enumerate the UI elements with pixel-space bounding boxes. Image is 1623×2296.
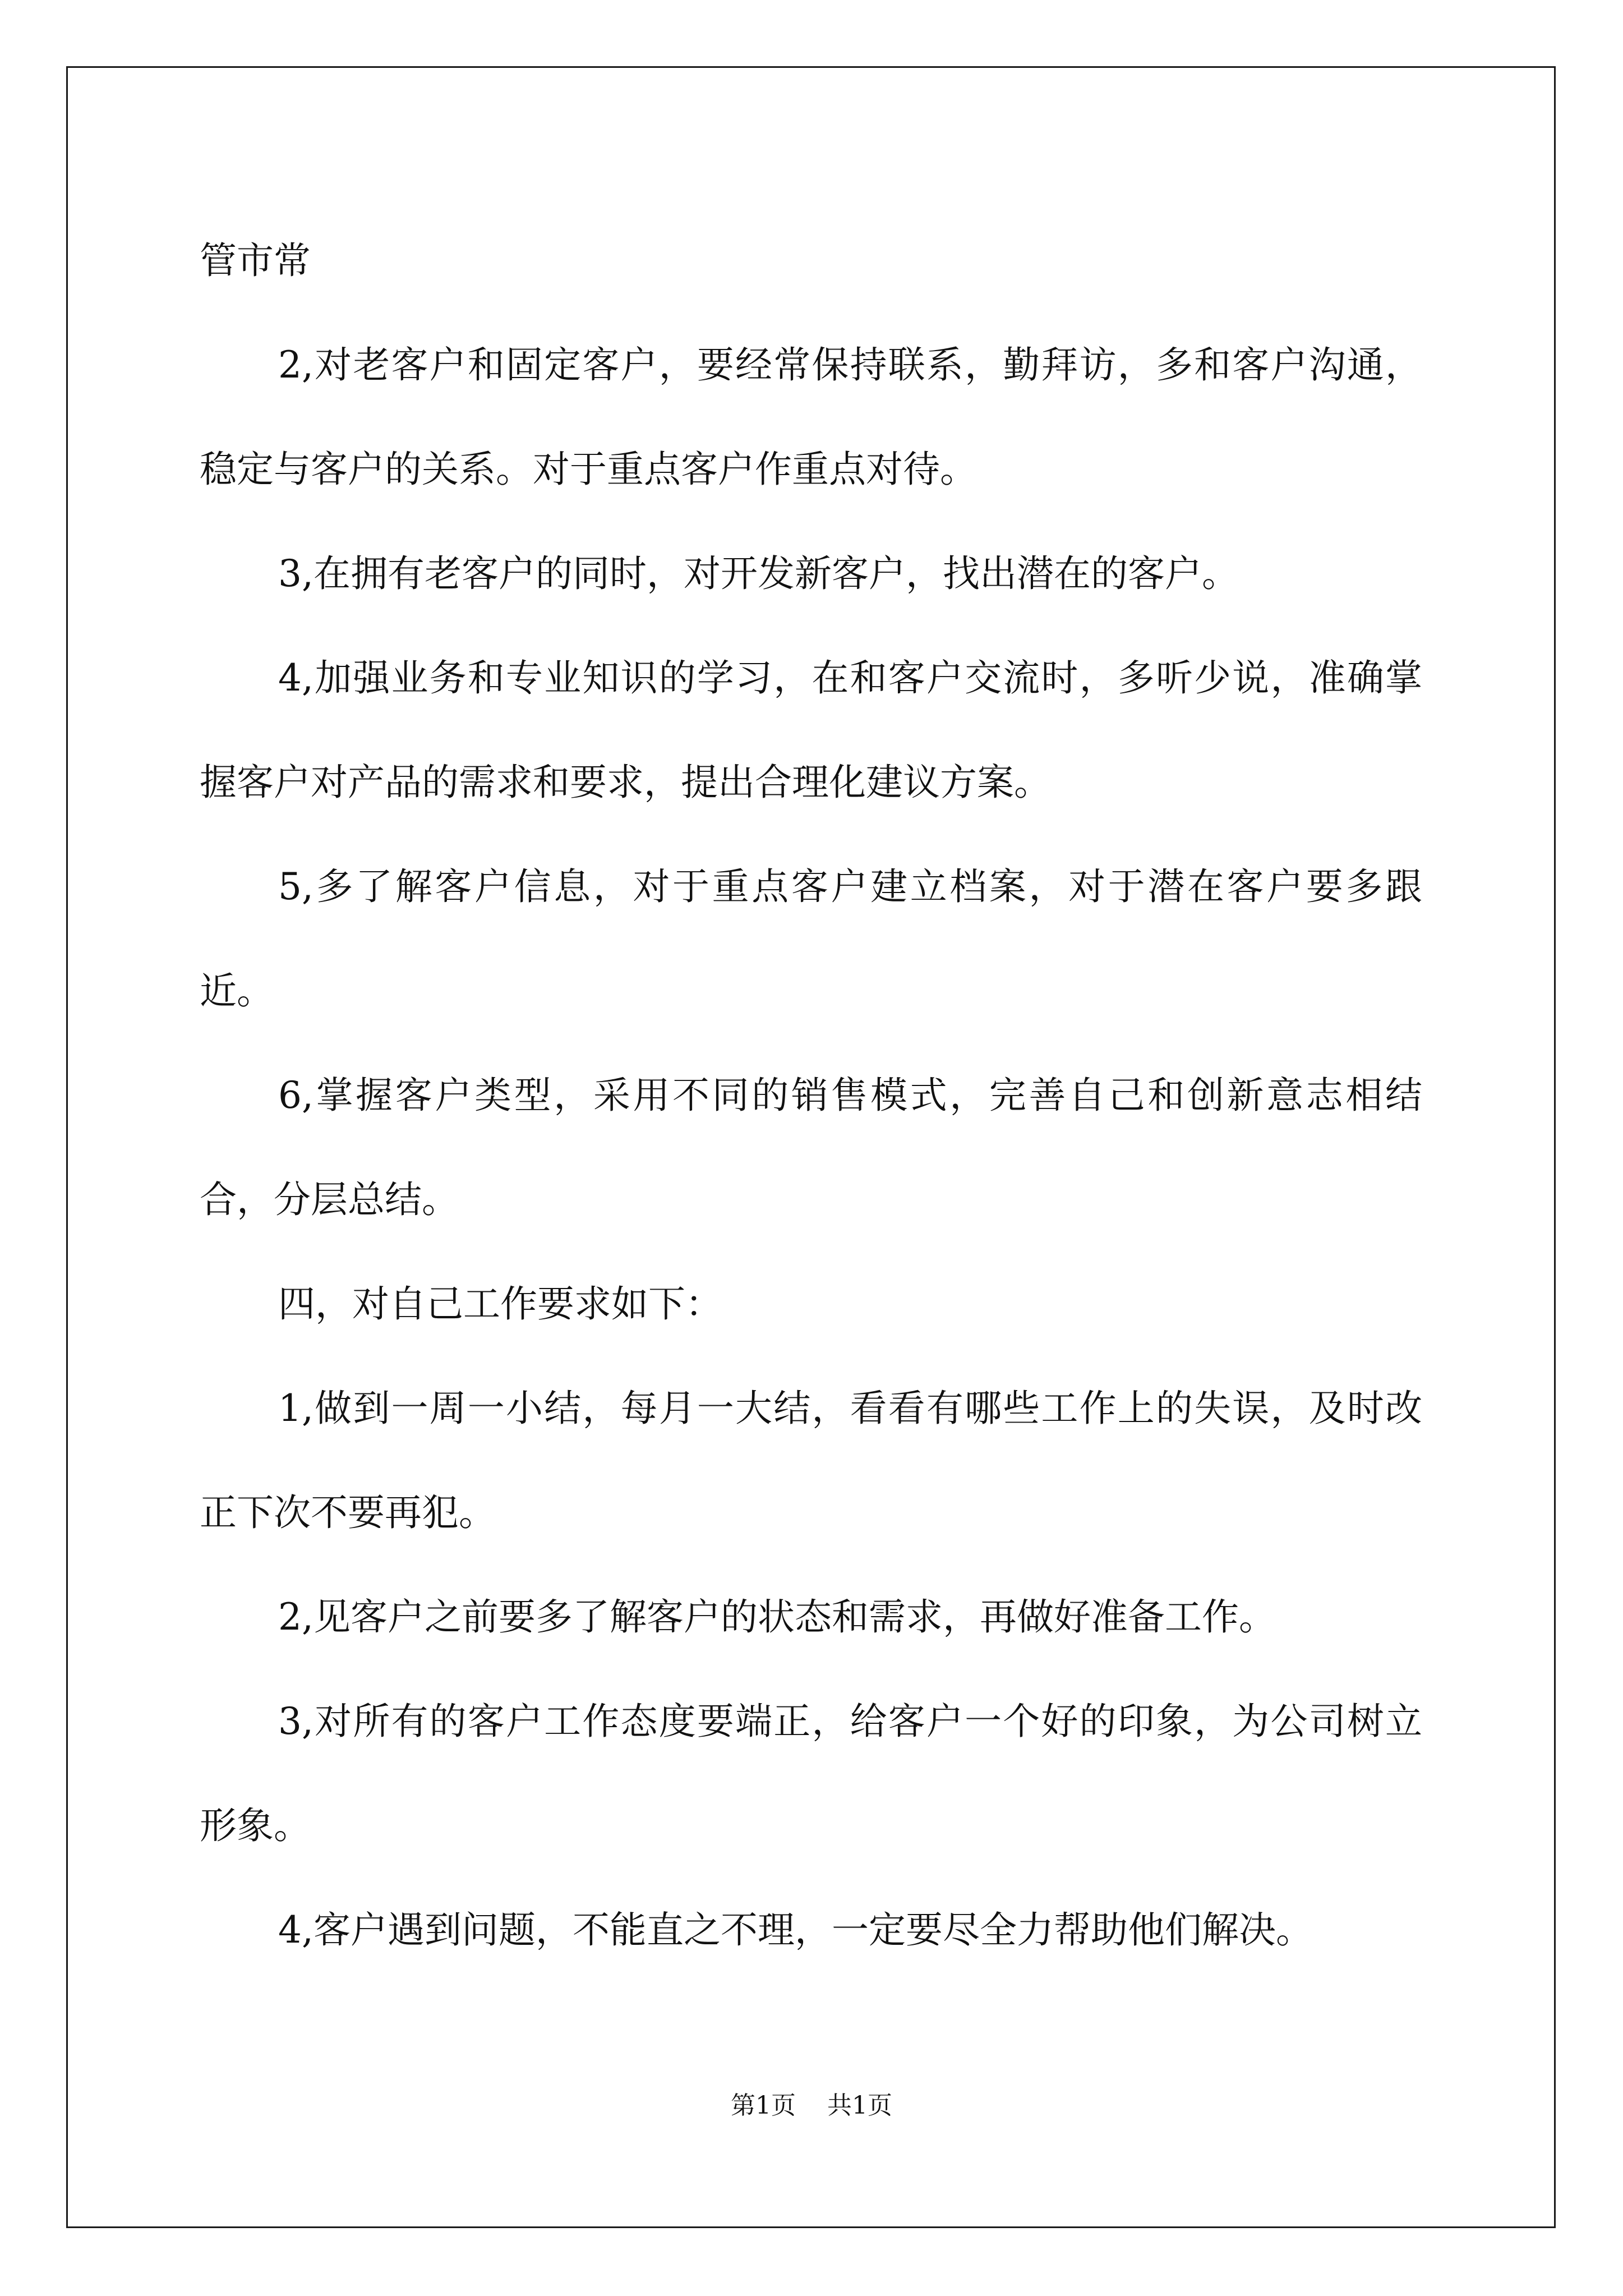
paragraph: 1,做到一周一小结，每月一大结，看看有哪些工作上的失误，及时改正下次不要再犯。 [200, 1387, 1422, 1534]
paragraph: 4,客户遇到问题，不能直之不理，一定要尽全力帮助他们解决。 [278, 1908, 1313, 1952]
paragraph: 5,多了解客户信息，对于重点客户建立档案，对于潜在客户要多跟近。 [200, 865, 1422, 1013]
paragraph: 3,在拥有老客户的同时，对开发新客户，找出潜在的客户。 [278, 552, 1239, 595]
paragraph: 2,对老客户和固定客户，要经常保持联系，勤拜访，多和客户沟通，稳定与客户的关系。对于重点客户作重点对待。 [200, 343, 1422, 491]
paragraph: 3,对所有的客户工作态度要端正，给客户一个好的印象，为公司树立形象。 [200, 1700, 1422, 1847]
page-total: 共1页 [827, 2091, 892, 2120]
paragraph: 2,见客户之前要多了解客户的状态和需求，再做好准备工作。 [278, 1595, 1276, 1639]
page-number: 第1页 [731, 2091, 796, 2120]
paragraph: 6,掌握客户类型，采用不同的销售模式，完善自己和创新意志相结合，分层总结。 [200, 1074, 1422, 1221]
section-heading: 四，对自己工作要求如下： [278, 1282, 722, 1326]
paragraph: 管市常 [200, 239, 311, 282]
document-body [200, 209, 1422, 1982]
paragraph: 4,加强业务和专业知识的学习，在和客户交流时，多听少说，准确掌握客户对产品的需求和要求，提出合理化建议方案。 [200, 656, 1422, 804]
page-footer [0, 2089, 1623, 2123]
